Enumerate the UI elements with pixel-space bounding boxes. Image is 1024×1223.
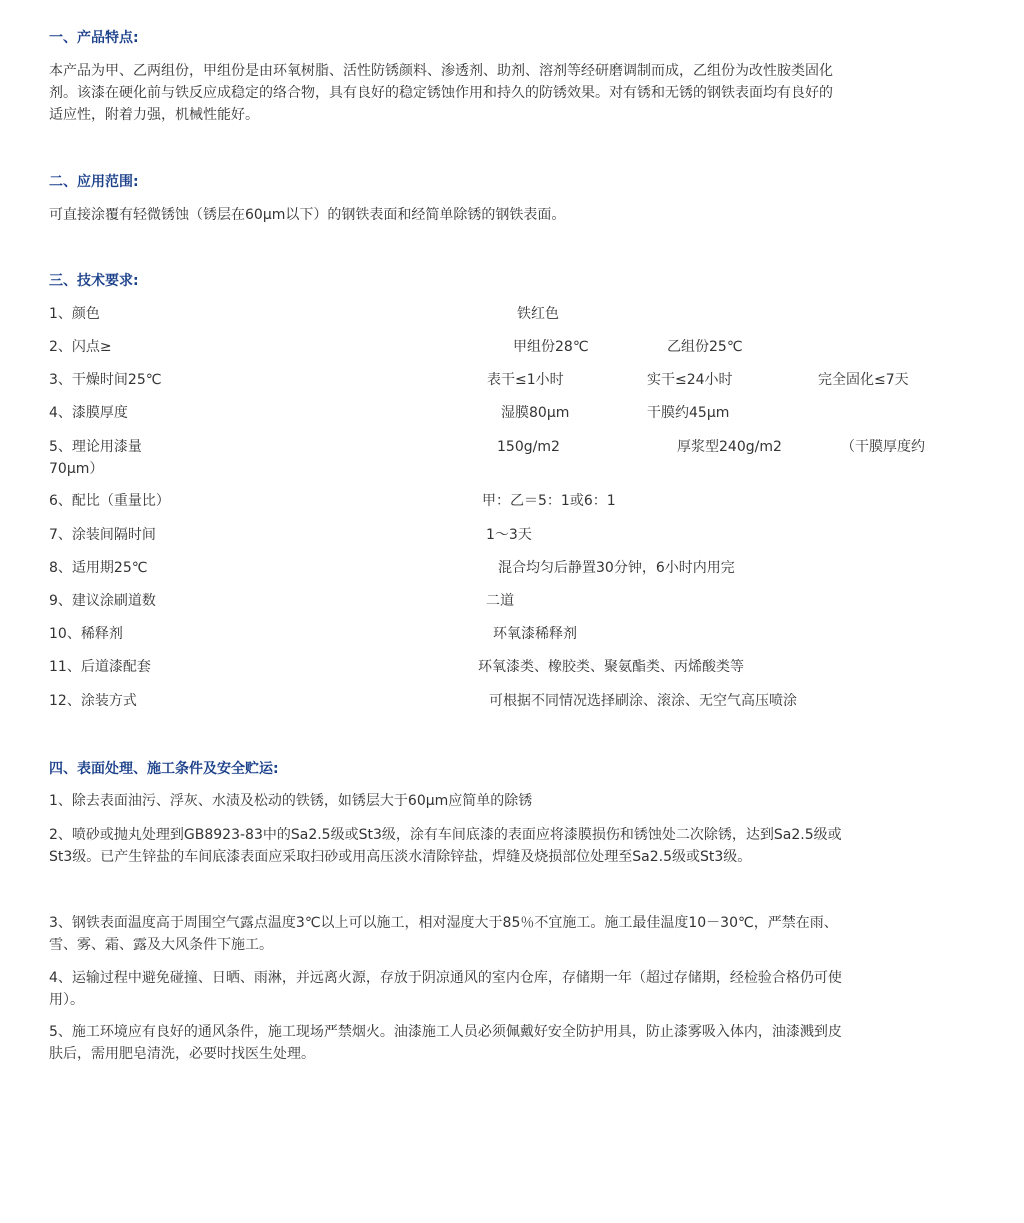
spec-value: 混合均匀后静置30分钟，6小时内用完 [498, 560, 735, 576]
features-line-2: 剂。该漆在硬化前与铁反应成稳定的络合物，具有良好的稳定锈蚀作用和持久的防锈效果。对有锈和无锈的钢铁表面均有良好的 [49, 85, 833, 101]
spec-label: 2、闪点≥ [49, 339, 112, 355]
spec-label: 7、涂装间隔时间 [49, 527, 156, 543]
spec-value: 环氧漆稀释剂 [493, 626, 577, 642]
spec-row-mix-ratio [49, 490, 989, 512]
treatment-item-3-line-2: 雪、雾、霜、露及大风条件下施工。 [49, 937, 273, 953]
scope-line-1: 可直接涂覆有轻微锈蚀（锈层在60μm以下）的钢铁表面和经简单除锈的钢铁表面。 [49, 207, 566, 223]
spec-label: 11、后道漆配套 [49, 659, 151, 675]
spec-label: 3、干燥时间25℃ [49, 372, 162, 388]
spec-label: 10、稀释剂 [49, 626, 123, 642]
treatment-item-5-line-2: 肤后，需用肥皂清洗，必要时找医生处理。 [49, 1046, 315, 1062]
spec-value-2: 厚浆型240g/m2 [677, 439, 782, 455]
spec-label: 1、颜色 [49, 306, 100, 322]
spec-value: 表干≤1小时 [487, 372, 564, 388]
features-line-3: 适应性，附着力强，机械性能好。 [49, 107, 259, 123]
spec-row-theoretical-usage [49, 436, 989, 458]
spec-row-theoretical-usage-wrap: 70μm） [49, 461, 104, 477]
spec-value-3: （干膜厚度约 [841, 439, 925, 455]
spec-row-thinner [49, 623, 989, 645]
spec-row-drying-time [49, 369, 989, 391]
features-line-1: 本产品为甲、乙两组份，甲组份是由环氧树脂、活性防锈颜料、渗透剂、助剂、溶剂等经研磨调制而成，乙组份为改性胺类固化 [49, 63, 833, 79]
spec-value-2: 干膜约45μm [647, 405, 730, 421]
treatment-item-3-line-1: 3、钢铁表面温度高于周围空气露点温度3℃以上可以施工，相对湿度大于85％不宜施工。施工最佳温度10－30℃，严禁在雨、 [49, 915, 838, 931]
spec-value: 甲：乙＝5：1或6：1 [482, 493, 616, 509]
spec-value: 甲组份28℃ [513, 339, 589, 355]
spec-value-2: 乙组份25℃ [667, 339, 743, 355]
treatment-item-4-line-2: 用）。 [49, 992, 84, 1008]
treatment-item-1-line-1: 1、除去表面油污、浮灰、水渍及松动的铁锈，如锈层大于60μm应简单的除锈 [49, 793, 533, 809]
spec-value: 1～3天 [486, 527, 532, 543]
spec-value: 二道 [486, 593, 514, 609]
spec-value: 湿膜80μm [501, 405, 570, 421]
spec-value-2: 实干≤24小时 [647, 372, 733, 388]
spec-value-3: 完全固化≤7天 [818, 372, 909, 388]
treatment-item-2-line-1: 2、喷砂或抛丸处理到GB8923-83中的Sa2.5级或St3级，涂有车间底漆的表面应将漆膜损伤和锈蚀处二次除锈，达到Sa2.5级或 [49, 827, 842, 843]
spec-value: 可根据不同情况选择刷涂、滚涂、无空气高压喷涂 [489, 693, 797, 709]
spec-label: 5、理论用漆量 [49, 439, 142, 455]
spec-row-color [49, 303, 989, 325]
spec-label: 12、涂装方式 [49, 693, 137, 709]
spec-row-application-method [49, 690, 989, 712]
spec-label: 9、建议涂刷道数 [49, 593, 156, 609]
spec-row-flash-point [49, 336, 989, 358]
spec-row-coats [49, 590, 989, 612]
treatment-item-5-line-1: 5、施工环境应有良好的通风条件，施工现场严禁烟火。油漆施工人员必须佩戴好安全防护用具，防止漆雾吸入体内，油漆溅到皮 [49, 1024, 842, 1040]
section-heading-scope: 二、应用范围: [49, 174, 139, 190]
spec-label: 6、配比（重量比） [49, 493, 170, 509]
spec-value: 150g/m2 [497, 439, 560, 455]
section-heading-tech-requirements: 三、技术要求: [49, 273, 139, 289]
spec-label: 4、漆膜厚度 [49, 405, 128, 421]
spec-label: 8、适用期25℃ [49, 560, 148, 576]
section-heading-surface-treatment: 四、表面处理、施工条件及安全贮运: [49, 761, 279, 777]
treatment-item-4-line-1: 4、运输过程中避免碰撞、日晒、雨淋，并远离火源，存放于阴凉通风的室内仓库，存储期一年（超过存储期，经检验合格仍可使 [49, 970, 842, 986]
spec-value: 环氧漆类、橡胶类、聚氨酯类、丙烯酸类等 [478, 659, 744, 675]
spec-row-film-thickness [49, 402, 989, 424]
spec-row-recoat-interval [49, 524, 989, 546]
spec-value: 铁红色 [517, 306, 559, 322]
section-heading-features: 一、产品特点: [49, 30, 139, 46]
spec-row-pot-life [49, 557, 989, 579]
spec-row-topcoat-system [49, 656, 989, 678]
treatment-item-2-line-2: St3级。已产生锌盐的车间底漆表面应采取扫砂或用高压淡水清除锌盐，焊缝及烧损部位处理至Sa2.5级或St3级。 [49, 849, 752, 865]
